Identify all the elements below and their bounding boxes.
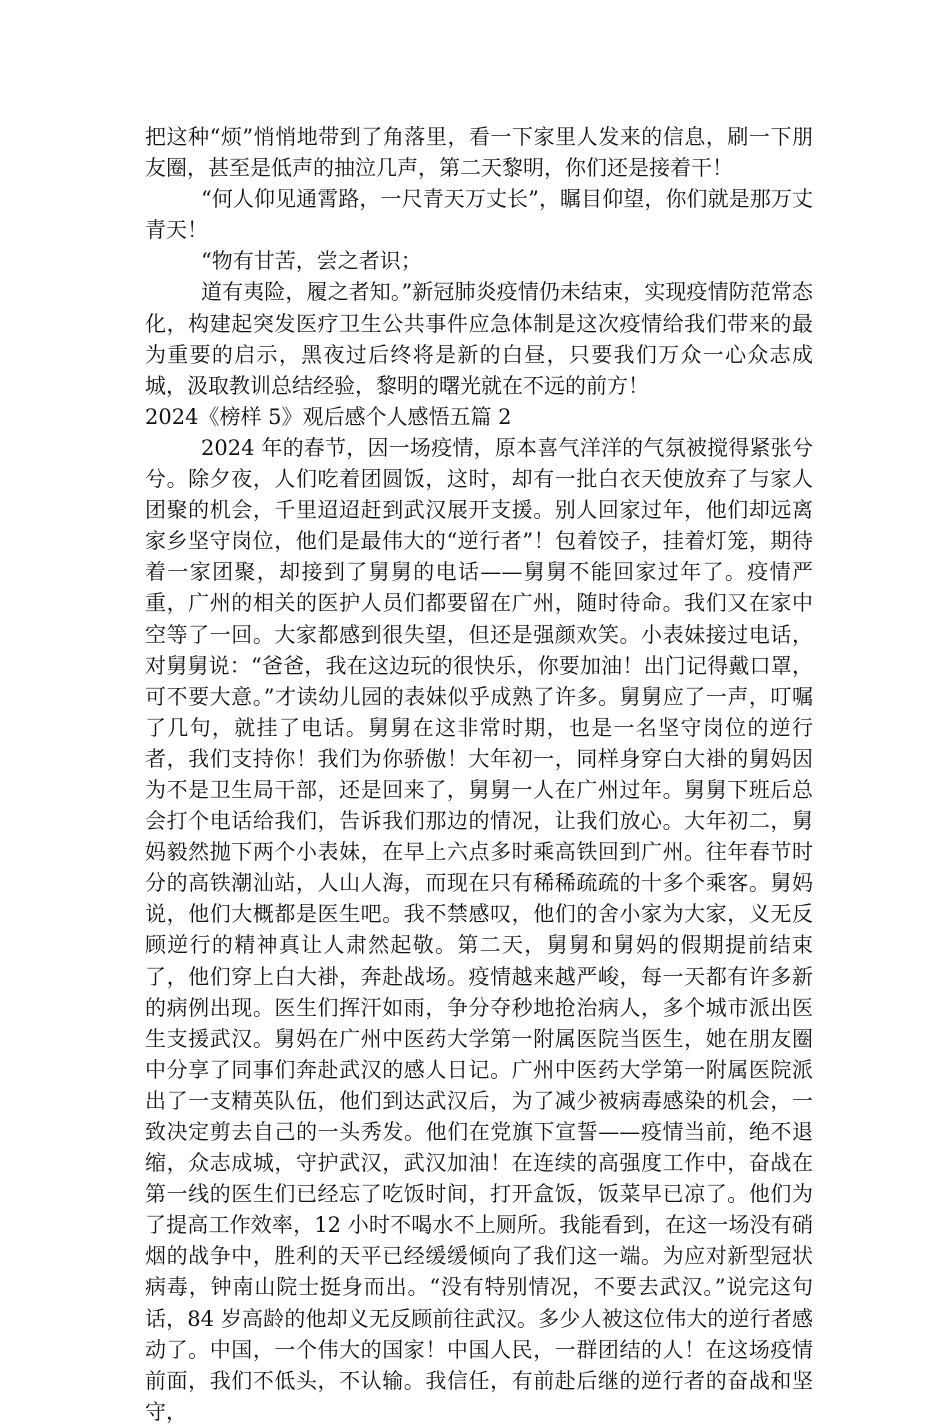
paragraph-quote-verse: “何人仰见通霄路，一尺青天万丈长”，瞩目仰望，你们就是那万丈青天！ <box>145 187 813 243</box>
section-heading: 2024《榜样 5》观后感个人感悟五篇 2 <box>145 404 512 429</box>
paragraph-quote-conclusion: 道有夷险，履之者知。”新冠肺炎疫情仍未结束，实现疫情防范常态化，构建起突发医疗卫生公共事件应急体制是这次疫情给我们带来的最为重要的启示，黑夜过后终将是新的白昼，只要我们万众一心众志成城，汲取教训总结经验，黎明的曙光就在不远的前方！ <box>145 280 813 398</box>
paragraph-essay-body: 2024 年的春节，因一场疫情，原本喜气洋洋的气氛被搅得紧张兮兮。除夕夜，人们吃着团圆饭，这时，却有一批白衣天使放弃了与家人团聚的机会，千里迢迢赶到武汉展开支援。别人回家过年，他们却远离家乡坚守岗位，他们是最伟大的“逆行者”！包着饺子，挂着灯笼，期待着一家团聚，却接到了舅舅的电话——舅舅不能回家过年了。疫情严重，广州的相关的医护人员们都要留在广州，随时待命。我们又在家中空等了一回。大家都感到很失望，但还是强颜欢笑。小表妹接过电话，对舅舅说：“爸爸，我在这边玩的很快乐，你要加油！出门记得戴口罩，可不要大意。”才读幼儿园的表妹似乎成熟了许多。舅舅应了一声，叮嘱了几句，就挂了电话。舅舅在这非常时期，也是一名坚守岗位的逆行者，我们支持你！我们为你骄傲！大年初一，同样身穿白大褂的舅妈因为不是卫生局干部，还是回来了，舅舅一人在广州过年。舅舅下班后总会打个电话给我们，告诉我们那边的情况，让我们放心。大年初二，舅妈毅然抛下两个小表妹，在早上六点多时乘高铁回到广州。往年春节时分的高铁潮汕站，人山人海，而现在只有稀稀疏疏的十多个乘客。舅妈说，他们大概都是医生吧。我不禁感叹，他们的舍小家为大家，义无反顾逆行的精神真让人肃然起敬。第二天，舅舅和舅妈的假期提前结束了，他们穿上白大褂，奔赴战场。疫情越来越严峻，每一天都有许多新的病例出现。医生们挥汗如雨，争分夺秒地抢治病人，多个城市派出医生支援武汉。舅妈在广州中医药大学第一附属医院当医生，她在朋友圈中分享了同事们奔赴武汉的感人日记。广州中医药大学第一附属医院派出了一支精英队伍，他们到达武汉后，为了减少被病毒感染的机会，一致决定剪去自己的一头秀发。他们在党旗下宣誓——疫情当前，绝不退缩，众志成城，守护武汉，武汉加油！在连续的高强度工作中，奋战在第一线的医生们已经忘了吃饭时间，打开盒饭，饭菜早已凉了。他们为了提高工作效率，12 小时不喝水不上厕所。我能看到，在这一场没有硝烟的战争中，胜利的天平已经缓缓倾向了我们这一端。为应对新型冠状病毒，钟南山院士挺身而出。“没有特别情况，不要去武汉。”说完这句话，84 岁高龄的他却义无反顾前往武汉。多少人被这位伟大的逆行者感动了。中国，一个伟大的国家！中国人民，一群团结的人！在这场疫情前面，我们不低头，不认输。我信任，有前赴后继的逆行者的奋战和坚守， <box>145 435 813 1424</box>
paragraph-continuation: 把这种“烦”悄悄地带到了角落里，看一下家里人发来的信息，刷一下朋友圈，甚至是低声的抽泣几声，第二天黎明，你们还是接着干！ <box>145 125 813 181</box>
paragraph-quote-opening: “物有甘苦，尝之者识； <box>201 249 422 274</box>
document-page <box>145 122 813 1428</box>
